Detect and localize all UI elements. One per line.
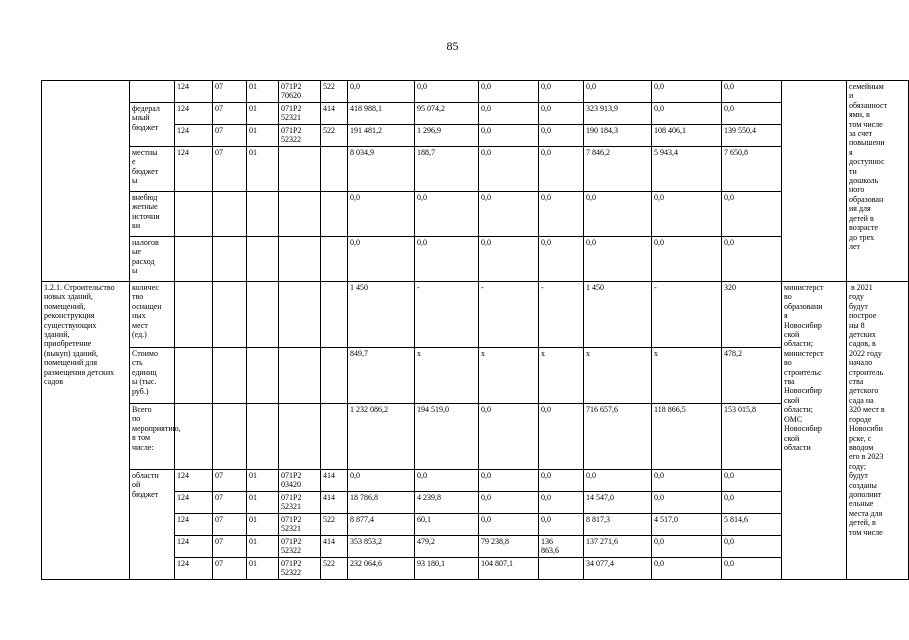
amount-cell: 79 238,8: [479, 536, 539, 558]
table-row: [42, 237, 909, 282]
budget-code-cell: 071P2 52321: [279, 103, 321, 125]
amount-cell: 0,0: [652, 470, 722, 492]
amount-cell: 0,0: [652, 492, 722, 514]
budget-code-cell: 124: [175, 103, 213, 125]
amount-cell: 34 077,4: [584, 558, 652, 580]
amount-cell: 0,0: [415, 81, 479, 103]
table-row: [42, 282, 909, 348]
amount-cell: 0,0: [539, 192, 584, 237]
budget-code-cell: 07: [213, 514, 247, 536]
budget-code-cell: 07: [213, 536, 247, 558]
budget-code-cell: 124: [175, 514, 213, 536]
budget-code-cell: 01: [247, 470, 279, 492]
amount-cell: x: [539, 348, 584, 404]
budget-code-cell: 07: [213, 81, 247, 103]
amount-cell: 0,0: [722, 192, 782, 237]
amount-cell: 0,0: [584, 81, 652, 103]
budget-code-cell: 414: [321, 470, 348, 492]
budget-code-cell: 01: [247, 514, 279, 536]
budget-code-cell: [321, 192, 348, 237]
amount-cell: 0,0: [479, 103, 539, 125]
amount-cell: x: [652, 348, 722, 404]
amount-cell: 0,0: [415, 470, 479, 492]
amount-cell: 8 034,9: [348, 147, 415, 192]
table-row: [42, 404, 909, 470]
amount-cell: -: [415, 282, 479, 348]
amount-cell: 0,0: [479, 81, 539, 103]
budget-code-cell: 124: [175, 81, 213, 103]
amount-cell: 93 180,1: [415, 558, 479, 580]
amount-cell: -: [652, 282, 722, 348]
budget-code-cell: 01: [247, 536, 279, 558]
budget-code-cell: [175, 192, 213, 237]
source-label-cell: количес тво оснащен ных мест (ед.): [130, 282, 175, 348]
budget-code-cell: [321, 348, 348, 404]
budget-code-cell: 522: [321, 558, 348, 580]
amount-cell: 0,0: [479, 147, 539, 192]
amount-cell: 95 074,2: [415, 103, 479, 125]
budget-code-cell: 071P2 52321: [279, 492, 321, 514]
amount-cell: 0,0: [652, 81, 722, 103]
budget-code-cell: 01: [247, 147, 279, 192]
budget-code-cell: 522: [321, 514, 348, 536]
amount-cell: -: [479, 282, 539, 348]
amount-cell: 323 913,9: [584, 103, 652, 125]
amount-cell: 0,0: [479, 514, 539, 536]
amount-cell: 0,0: [584, 470, 652, 492]
amount-cell: 0,0: [539, 470, 584, 492]
amount-cell: 118 866,5: [652, 404, 722, 470]
amount-cell: 0,0: [722, 470, 782, 492]
budget-code-cell: [279, 404, 321, 470]
result-cell: в 2021 году будут построе ны 8 детских садов, в 2022 году начало строитель ства детского сада на 320 мест в городе Новосиби рске, с вводом его в 2023 году; будут созданы дополнит ельные места для детей, в том числе: [847, 282, 909, 580]
amount-cell: 0,0: [722, 558, 782, 580]
source-label-cell: налогов ые расход ы: [130, 237, 175, 282]
page-number: 85: [446, 39, 459, 53]
amount-cell: -: [539, 282, 584, 348]
amount-cell: 0,0: [479, 492, 539, 514]
amount-cell: 108 406,1: [652, 125, 722, 147]
amount-cell: 0,0: [348, 81, 415, 103]
budget-code-cell: [175, 404, 213, 470]
budget-code-cell: [321, 282, 348, 348]
amount-cell: 137 271,6: [584, 536, 652, 558]
budget-code-cell: 071P2 52322: [279, 125, 321, 147]
amount-cell: 194 519,0: [415, 404, 479, 470]
amount-cell: 0,0: [479, 470, 539, 492]
amount-cell: [539, 558, 584, 580]
amount-cell: 0,0: [348, 192, 415, 237]
amount-cell: 0,0: [539, 514, 584, 536]
budget-table: [41, 80, 909, 580]
amount-cell: x: [584, 348, 652, 404]
budget-code-cell: [247, 192, 279, 237]
table-row: [42, 103, 909, 125]
amount-cell: 0,0: [539, 237, 584, 282]
measure-name-cell: 1.2.1. Строительство новых зданий, помещений, реконструкция существующих зданий, приобретение (выкуп) зданий, помещений для размещения детских садов: [42, 282, 130, 580]
budget-code-cell: [321, 237, 348, 282]
budget-code-cell: [175, 348, 213, 404]
budget-code-cell: 07: [213, 492, 247, 514]
budget-code-cell: 124: [175, 536, 213, 558]
source-label-cell: внебюд жетные источни ки: [130, 192, 175, 237]
budget-code-cell: [321, 404, 348, 470]
amount-cell: 232 064,6: [348, 558, 415, 580]
amount-cell: 0,0: [722, 237, 782, 282]
budget-code-cell: [279, 237, 321, 282]
table-row: [42, 192, 909, 237]
budget-code-cell: [321, 147, 348, 192]
amount-cell: 0,0: [415, 192, 479, 237]
budget-code-cell: [213, 192, 247, 237]
amount-cell: 4 517,0: [652, 514, 722, 536]
amount-cell: 1 232 086,2: [348, 404, 415, 470]
amount-cell: 0,0: [652, 192, 722, 237]
amount-cell: 0,0: [479, 237, 539, 282]
amount-cell: 0,0: [348, 237, 415, 282]
amount-cell: 0,0: [415, 237, 479, 282]
budget-code-cell: 01: [247, 558, 279, 580]
amount-cell: 18 786,8: [348, 492, 415, 514]
budget-code-cell: 414: [321, 103, 348, 125]
amount-cell: 353 853,2: [348, 536, 415, 558]
budget-code-cell: [279, 282, 321, 348]
amount-cell: x: [479, 348, 539, 404]
measure-cell-blank: [42, 81, 130, 282]
table-row: [42, 81, 909, 103]
amount-cell: 191 481,2: [348, 125, 415, 147]
budget-code-cell: [247, 282, 279, 348]
budget-code-cell: [279, 147, 321, 192]
amount-cell: 104 807,1: [479, 558, 539, 580]
budget-code-cell: [213, 404, 247, 470]
table-row: [42, 147, 909, 192]
budget-code-cell: 071P2 52322: [279, 558, 321, 580]
amount-cell: 479,2: [415, 536, 479, 558]
amount-cell: 190 184,3: [584, 125, 652, 147]
amount-cell: 0,0: [584, 237, 652, 282]
result-cell: семейным и обязанност ями, в том числе за счет повышени я доступнос ти дошколь ного образован ия для детей в возрасте до трех лет: [847, 81, 909, 282]
budget-code-cell: 01: [247, 81, 279, 103]
amount-cell: 0,0: [584, 192, 652, 237]
budget-code-cell: 07: [213, 147, 247, 192]
amount-cell: 0,0: [539, 492, 584, 514]
amount-cell: 0,0: [348, 470, 415, 492]
amount-cell: 8 817,3: [584, 514, 652, 536]
amount-cell: 0,0: [539, 125, 584, 147]
budget-code-cell: 071P2 52321: [279, 514, 321, 536]
amount-cell: 4 239,8: [415, 492, 479, 514]
budget-code-cell: [247, 237, 279, 282]
amount-cell: 1 450: [348, 282, 415, 348]
source-label-cell: [130, 81, 175, 103]
budget-code-cell: 124: [175, 125, 213, 147]
budget-code-cell: 07: [213, 125, 247, 147]
table-row: [42, 470, 909, 492]
amount-cell: 418 988,1: [348, 103, 415, 125]
budget-code-cell: [213, 237, 247, 282]
source-label-cell: областн ой бюджет: [130, 470, 175, 580]
budget-code-cell: 01: [247, 492, 279, 514]
amount-cell: 320: [722, 282, 782, 348]
amount-cell: 0,0: [722, 536, 782, 558]
amount-cell: 0,0: [722, 81, 782, 103]
budget-code-cell: [213, 348, 247, 404]
budget-code-cell: 07: [213, 470, 247, 492]
budget-code-cell: 522: [321, 81, 348, 103]
amount-cell: 0,0: [539, 81, 584, 103]
amount-cell: 0,0: [652, 103, 722, 125]
budget-code-cell: 124: [175, 492, 213, 514]
budget-code-cell: 522: [321, 125, 348, 147]
amount-cell: 5 943,4: [652, 147, 722, 192]
budget-code-cell: 01: [247, 103, 279, 125]
amount-cell: 849,7: [348, 348, 415, 404]
amount-cell: 153 015,8: [722, 404, 782, 470]
amount-cell: 0,0: [722, 103, 782, 125]
amount-cell: 14 547,0: [584, 492, 652, 514]
budget-code-cell: 071P2 03420: [279, 470, 321, 492]
amount-cell: 0,0: [722, 492, 782, 514]
budget-code-cell: 071P2 70620: [279, 81, 321, 103]
source-label-cell: федерал ьный бюджет: [130, 103, 175, 147]
amount-cell: 0,0: [479, 192, 539, 237]
budget-code-cell: 071P2 52322: [279, 536, 321, 558]
amount-cell: 136 863,6: [539, 536, 584, 558]
amount-cell: 0,0: [539, 103, 584, 125]
amount-cell: 7 846,2: [584, 147, 652, 192]
table-row: [42, 348, 909, 404]
amount-cell: 8 877,4: [348, 514, 415, 536]
amount-cell: 188,7: [415, 147, 479, 192]
budget-code-cell: 414: [321, 536, 348, 558]
executor-cell: министерст во образовани я Новосибир ской области; министерст во строительс тва Новосибир ской области; ОМС Новосибир ской области: [782, 282, 847, 580]
amount-cell: 60,1: [415, 514, 479, 536]
amount-cell: 0,0: [652, 558, 722, 580]
amount-cell: 0,0: [652, 237, 722, 282]
amount-cell: 1 450: [584, 282, 652, 348]
budget-code-cell: 124: [175, 558, 213, 580]
amount-cell: 139 550,4: [722, 125, 782, 147]
amount-cell: 478,2: [722, 348, 782, 404]
budget-code-cell: 07: [213, 558, 247, 580]
amount-cell: 0,0: [652, 536, 722, 558]
budget-code-cell: 07: [213, 103, 247, 125]
budget-code-cell: 124: [175, 470, 213, 492]
amount-cell: 0,0: [539, 404, 584, 470]
budget-code-cell: [175, 282, 213, 348]
amount-cell: 5 814,6: [722, 514, 782, 536]
amount-cell: 716 657,6: [584, 404, 652, 470]
source-label-cell: Стоимо сть единиц ы (тыс. руб.): [130, 348, 175, 404]
budget-code-cell: 01: [247, 125, 279, 147]
budget-code-cell: [279, 192, 321, 237]
budget-code-cell: [247, 348, 279, 404]
amount-cell: 1 296,9: [415, 125, 479, 147]
budget-code-cell: 124: [175, 147, 213, 192]
source-label-cell: местны е бюджет ы: [130, 147, 175, 192]
amount-cell: x: [415, 348, 479, 404]
budget-code-cell: [213, 282, 247, 348]
budget-code-cell: [247, 404, 279, 470]
amount-cell: 7 650,8: [722, 147, 782, 192]
budget-code-cell: 414: [321, 492, 348, 514]
budget-code-cell: [279, 348, 321, 404]
source-label-cell: Всего по мероприятию, в том числе:: [130, 404, 175, 470]
amount-cell: 0,0: [539, 147, 584, 192]
amount-cell: 0,0: [479, 404, 539, 470]
amount-cell: 0,0: [479, 125, 539, 147]
executor-cell-blank: [782, 81, 847, 282]
budget-code-cell: [175, 237, 213, 282]
